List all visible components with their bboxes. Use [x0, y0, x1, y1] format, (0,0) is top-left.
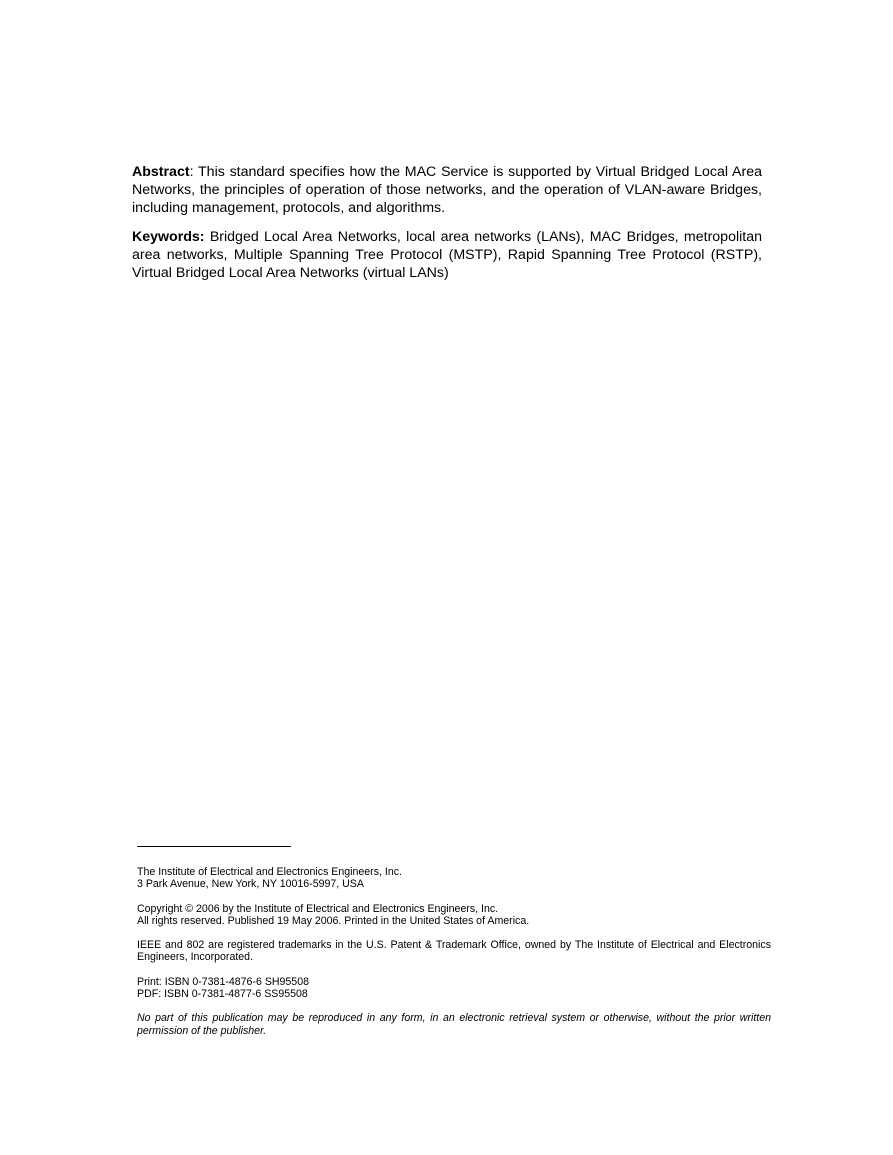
trademark-notice: IEEE and 802 are registered trademarks in the U.S. Patent & Trademark Office, owned by The Institute of Electrical and Electronics Engineers, Incorporated. — [137, 939, 771, 964]
isbn-row-pdf — [137, 988, 771, 1000]
copyright-notice — [137, 903, 771, 928]
isbn-number: ISBN 0-7381-4877-6 — [164, 988, 262, 1001]
isbn-label: Print: — [137, 975, 162, 988]
isbn-list — [137, 976, 771, 1001]
copyright-line-1: Copyright © 2006 by the Institute of Electrical and Electronics Engineers, Inc. — [137, 902, 499, 915]
rights-notice: No part of this publication may be reproduced in any form, in an electronic retrieval system or otherwise, without the prior written permission of the publisher. — [137, 1012, 771, 1037]
keywords-label: Keywords: — [132, 229, 205, 245]
publication-info — [137, 866, 771, 1049]
isbn-code: SS95508 — [264, 988, 308, 1001]
copyright-line-2: All rights reserved. Published 19 May 2006. Printed in the United States of America. — [137, 914, 530, 927]
publisher-address: 3 Park Avenue, New York, NY 10016-5997, USA — [137, 878, 364, 891]
publisher-info — [137, 866, 771, 891]
publisher-name: The Institute of Electrical and Electronics Engineers, Inc. — [137, 866, 402, 878]
footnote-divider — [137, 846, 291, 847]
abstract-paragraph — [132, 163, 762, 217]
isbn-label: PDF: — [137, 988, 162, 1001]
isbn-row-print — [137, 976, 771, 988]
isbn-code: SH95508 — [264, 975, 309, 988]
keywords-text: Bridged Local Area Networks, local area networks (LANs), MAC Bridges, metropolitan area networks, Multiple Spanning Tree Protocol (MSTP), Rapid Spanning Tree Protocol (RSTP), Virtual Bridged Local Area Networks (virtual LANs) — [132, 229, 762, 281]
abstract-text: : This standard specifies how the MAC Service is supported by Virtual Bridged Local Area Networks, the principles of operation of those networks, and the operation of VLAN-aware Bridges, including management, protocols, and algorithms. — [132, 164, 762, 216]
isbn-number: ISBN 0-7381-4876-6 — [164, 975, 262, 988]
keywords-paragraph — [132, 228, 762, 282]
abstract-section — [132, 163, 762, 293]
abstract-label: Abstract — [132, 164, 190, 180]
